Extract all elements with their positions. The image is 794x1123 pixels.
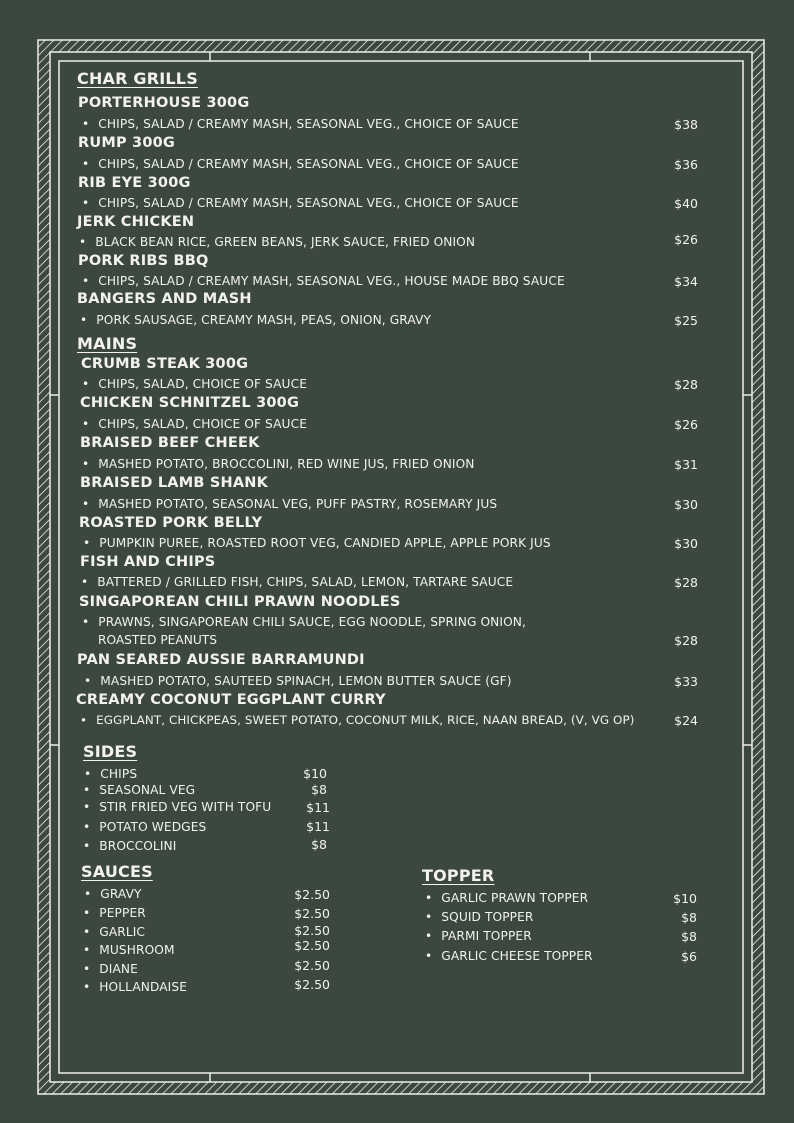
description-text: CHIPS, SALAD / CREAMY MASH, SEASONAL VEG., CHOICE OF SAUCE xyxy=(98,117,519,131)
side-name: STIR FRIED VEG WITH TOFU xyxy=(99,800,272,814)
bullet: • xyxy=(83,943,91,957)
sauce-name: GRAVY xyxy=(100,887,142,901)
bullet: • xyxy=(84,887,92,901)
description-text: CHIPS, SALAD, CHOICE OF SAUCE xyxy=(98,417,307,431)
menu-item-price: $38 xyxy=(674,117,698,132)
sauce-price: $2.50 xyxy=(294,923,330,938)
bullet: • xyxy=(84,674,92,688)
menu-item-price: $33 xyxy=(674,674,698,689)
menu-item-price: $28 xyxy=(674,377,698,392)
bullet: • xyxy=(83,536,91,550)
side-item xyxy=(84,767,137,781)
topper-name: PARMI TOPPER xyxy=(441,929,532,943)
side-name: BROCCOLINI xyxy=(99,839,177,853)
menu-item-name: JERK CHICKEN xyxy=(77,214,195,230)
bullet: • xyxy=(84,767,92,781)
sauce-item xyxy=(83,925,145,939)
menu-item-description xyxy=(80,313,431,327)
side-price: $8 xyxy=(311,782,327,797)
menu-item-name: RUMP 300G xyxy=(78,135,176,151)
bullet: • xyxy=(82,377,90,391)
topper-item xyxy=(425,949,593,963)
bullet: • xyxy=(83,783,91,797)
side-item xyxy=(83,820,206,834)
sauce-item xyxy=(83,906,146,920)
menu-item-name: BRAISED LAMB SHANK xyxy=(80,475,269,491)
description-text: PRAWNS, SINGAPOREAN CHILI SAUCE, EGG NOODLE, SPRING ONION, xyxy=(98,615,526,629)
menu-item-price: $30 xyxy=(674,497,698,512)
sauce-item xyxy=(84,887,142,901)
bullet: • xyxy=(83,906,91,920)
bullet: • xyxy=(83,820,91,834)
sauce-name: HOLLANDAISE xyxy=(99,980,188,994)
bullet: • xyxy=(425,910,433,924)
side-item xyxy=(83,800,271,814)
topper-name: SQUID TOPPER xyxy=(441,910,534,924)
menu-item-price: $26 xyxy=(674,232,698,247)
char-grills-heading: CHAR GRILLS xyxy=(77,69,198,88)
menu-item-description xyxy=(82,615,526,629)
description-text: PORK SAUSAGE, CREAMY MASH, PEAS, ONION, GRAVY xyxy=(96,313,432,327)
side-item xyxy=(83,839,176,853)
topper-item xyxy=(425,891,588,905)
topper-item xyxy=(425,910,534,924)
menu-item-description xyxy=(82,157,519,171)
menu-item-description xyxy=(82,377,307,391)
bullet: • xyxy=(83,839,91,853)
topper-price: $8 xyxy=(681,910,697,925)
bullet: • xyxy=(83,925,91,939)
menu-item-name: RIB EYE 300G xyxy=(78,175,191,191)
topper-name: GARLIC PRAWN TOPPER xyxy=(441,891,589,905)
menu-item-description xyxy=(82,196,519,210)
bullet: • xyxy=(83,800,91,814)
menu-item-price: $28 xyxy=(674,575,698,590)
bullet: • xyxy=(82,497,90,511)
topper-heading: TOPPER xyxy=(422,866,495,885)
menu-item-price: $40 xyxy=(674,196,698,211)
side-price: $11 xyxy=(306,800,330,815)
side-name: POTATO WEDGES xyxy=(99,820,207,834)
menu-item-description xyxy=(82,417,307,431)
bullet: • xyxy=(80,313,88,327)
side-name: SEASONAL VEG xyxy=(99,783,196,797)
menu-item-name: ROASTED PORK BELLY xyxy=(79,515,263,531)
side-price: $8 xyxy=(311,837,327,852)
bullet: • xyxy=(82,157,90,171)
bullet: • xyxy=(82,196,90,210)
menu-item-name: PORTERHOUSE 300G xyxy=(78,95,250,111)
menu-item-price: $24 xyxy=(674,713,698,728)
side-price: $10 xyxy=(303,766,327,781)
sauce-price: $2.50 xyxy=(294,958,330,973)
sauce-item xyxy=(83,980,187,994)
description-text: BATTERED / GRILLED FISH, CHIPS, SALAD, LEMON, TARTARE SAUCE xyxy=(97,575,514,589)
bullet: • xyxy=(80,713,88,727)
menu-item-price: $31 xyxy=(674,457,698,472)
topper-item xyxy=(425,929,532,943)
sauce-name: PEPPER xyxy=(99,906,146,920)
bullet: • xyxy=(425,929,433,943)
description-text: MASHED POTATO, SEASONAL VEG, PUFF PASTRY, ROSEMARY JUS xyxy=(98,497,498,511)
mains-heading: MAINS xyxy=(77,334,138,353)
menu-item-description xyxy=(84,674,512,688)
bullet: • xyxy=(82,615,90,629)
menu-item-description xyxy=(83,536,551,550)
description-text: CHIPS, SALAD / CREAMY MASH, SEASONAL VEG., HOUSE MADE BBQ SAUCE xyxy=(98,274,565,288)
bullet: • xyxy=(83,962,91,976)
description-text: CHIPS, SALAD / CREAMY MASH, SEASONAL VEG., CHOICE OF SAUCE xyxy=(98,196,519,210)
menu-item-price: $28 xyxy=(674,633,698,648)
menu-item-name: PAN SEARED AUSSIE BARRAMUNDI xyxy=(77,652,365,668)
menu-item-description xyxy=(79,235,475,249)
menu-item-name: FISH AND CHIPS xyxy=(80,554,216,570)
sauce-price: $2.50 xyxy=(294,906,330,921)
sauce-name: MUSHROOM xyxy=(99,943,175,957)
sauce-item xyxy=(83,943,175,957)
side-name: CHIPS xyxy=(100,767,138,781)
sauce-price: $2.50 xyxy=(294,887,330,902)
menu-item-description xyxy=(82,274,565,288)
bullet: • xyxy=(82,117,90,131)
bullet: • xyxy=(81,575,89,589)
menu-item-name: BRAISED BEEF CHEEK xyxy=(80,435,260,451)
bullet: • xyxy=(82,417,90,431)
menu-item-name: PORK RIBS BBQ xyxy=(78,253,209,269)
sauces-heading: SAUCES xyxy=(81,862,153,881)
description-text: CHIPS, SALAD, CHOICE OF SAUCE xyxy=(98,377,307,391)
menu-item-price: $36 xyxy=(674,157,698,172)
side-price: $11 xyxy=(306,819,330,834)
sauce-price: $2.50 xyxy=(294,977,330,992)
description-text: PUMPKIN PUREE, ROASTED ROOT VEG, CANDIED APPLE, APPLE PORK JUS xyxy=(99,536,551,550)
bullet: • xyxy=(82,457,90,471)
menu-item-description-continued: ROASTED PEANUTS xyxy=(98,633,217,647)
menu-item-description xyxy=(80,713,635,727)
description-text: MASHED POTATO, SAUTEED SPINACH, LEMON BUTTER SAUCE (GF) xyxy=(100,674,512,688)
sauce-item xyxy=(83,962,138,976)
menu-item-name: SINGAPOREAN CHILI PRAWN NOODLES xyxy=(79,594,401,610)
topper-price: $6 xyxy=(681,949,697,964)
description-text: EGGPLANT, CHICKPEAS, SWEET POTATO, COCONUT MILK, RICE, NAAN BREAD, (V, VG OP) xyxy=(96,713,635,727)
topper-price: $10 xyxy=(673,891,697,906)
menu-item-description xyxy=(82,457,475,471)
description-text: CHIPS, SALAD / CREAMY MASH, SEASONAL VEG., CHOICE OF SAUCE xyxy=(98,157,519,171)
description-text: MASHED POTATO, BROCCOLINI, RED WINE JUS, FRIED ONION xyxy=(98,457,475,471)
bullet: • xyxy=(425,949,433,963)
bullet: • xyxy=(425,891,433,905)
sauce-price: $2.50 xyxy=(294,938,330,953)
menu-item-description xyxy=(82,117,519,131)
topper-name: GARLIC CHEESE TOPPER xyxy=(441,949,593,963)
bullet: • xyxy=(83,980,91,994)
menu-item-price: $26 xyxy=(674,417,698,432)
bullet: • xyxy=(82,274,90,288)
menu-item-name: CRUMB STEAK 300G xyxy=(81,356,249,372)
topper-price: $8 xyxy=(681,929,697,944)
sauce-name: DIANE xyxy=(99,962,138,976)
side-item xyxy=(83,783,195,797)
menu-item-price: $25 xyxy=(674,313,698,328)
menu-item-name: BANGERS AND MASH xyxy=(77,291,252,307)
bullet: • xyxy=(79,235,87,249)
menu-item-price: $34 xyxy=(674,274,698,289)
menu-item-description xyxy=(82,497,497,511)
menu-item-name: CREAMY COCONUT EGGPLANT CURRY xyxy=(76,692,386,708)
description-text: BLACK BEAN RICE, GREEN BEANS, JERK SAUCE, FRIED ONION xyxy=(95,235,476,249)
sauce-name: GARLIC xyxy=(99,925,146,939)
menu-item-name: CHICKEN SCHNITZEL 300G xyxy=(80,395,300,411)
sides-heading: SIDES xyxy=(83,742,138,761)
menu-item-price: $30 xyxy=(674,536,698,551)
menu-item-description xyxy=(81,575,513,589)
